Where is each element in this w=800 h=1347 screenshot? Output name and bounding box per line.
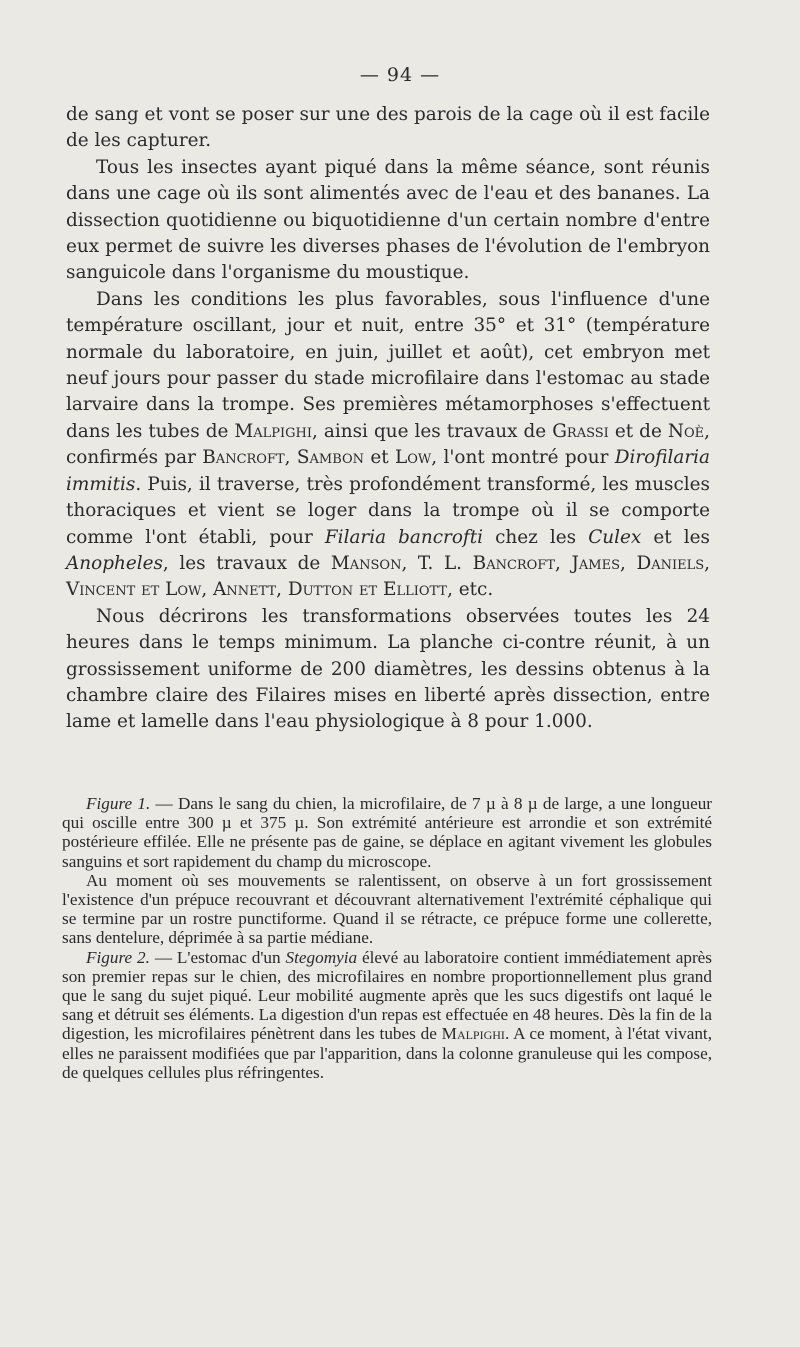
main-text: [66, 102, 710, 736]
genus-name: Culex: [588, 526, 642, 548]
paragraph-1: de sang et vont se poser sur une des parois de la cage où il est facile de les capturer.: [66, 104, 710, 152]
text-run: . Puis, il traverse, très profondément transformé, les muscles thoraciques et vient se loger dans la trompe où il se comporte comme l'ont établi, pour: [66, 473, 710, 548]
paragraph-3: [66, 287, 710, 604]
figure-label: Figure 1.: [86, 794, 151, 813]
author-name: Sambon: [296, 447, 365, 469]
text-run: et les: [641, 526, 710, 548]
figure-2-description: [62, 948, 712, 1082]
text-run: . A ce moment, à l'état vivant, elles ne paraissent modifiées que par l'apparition, dans la colonne granuleuse qui les compose, de quelques cellules plus réfringentes.: [62, 1024, 712, 1082]
author-name: Grassi: [552, 420, 609, 442]
text-run: Dans les conditions les plus favorables, sous l'influence d'une température oscillant, jour et nuit, entre 35° et 31° (température normale du laboratoire, en juin, juillet et août), cet embryon met neuf jours pour passer du stade microfilaire dans l'estomac au stade larvaire dans la trompe. Ses premières métamorphoses s'effectuent dans les tubes de: [66, 288, 710, 442]
page-number: — 94 —: [359, 64, 441, 86]
figure-label: Figure 2.: [86, 947, 150, 967]
author-list: Manson, T. L. Bancroft, James, Daniels, Vincent et Low, Annett, Dutton et Elliott: [66, 552, 710, 601]
text-run: et: [364, 447, 396, 469]
species-name: Filaria bancrofti: [324, 526, 483, 548]
author-name: Noè: [667, 420, 705, 442]
species-name: Dirofilaria immitis: [66, 447, 710, 495]
genus-name: Anopheles: [66, 552, 163, 574]
text-run: , les travaux de: [162, 552, 331, 574]
author-name: Malpighi: [441, 1024, 505, 1044]
author-name: Malpighi: [234, 420, 312, 442]
paragraph-2: Tous les insectes ayant piqué dans la même séance, sont réunis dans une cage où ils sont alimentés avec de l'eau et des bananes. La dissection quotidienne ou biquotidienne d'un certain nombre d'entre eux permet de suivre les diverses phases de l'évolution de l'embryon sanguicole dans l'organisme du moustique.: [66, 156, 710, 284]
genus-name: Stegomyia: [285, 947, 358, 967]
text-run: , etc.: [447, 579, 494, 601]
author-name: Low: [395, 447, 432, 469]
text-run: — Dans le sang du chien, la microfilaire, de 7 µ à 8 µ de large, a une longueur qui oscille entre 300 µ et 375 µ. Son extrémité antérieure est arrondie et son extrémité postérieure effilée. Elle ne présente pas de gaine, se déplace en agitant vivement les globules sanguins et sort rapidement du champ du microscope.: [62, 794, 713, 871]
text-run: et de: [608, 420, 668, 442]
text-run: , l'ont montré pour: [431, 447, 615, 469]
figure-1-description-cont: Au moment où ses mouvements se ralentissent, on observe à un fort grossissement l'existence d'un prépuce recouvrant et découvrant alternativement l'extrémité céphalique qui se termine par un rostre punctiforme. Quand il se rétracte, ce prépuce forme une collerette, sans dentelure, déprimée à sa partie médiane.: [62, 870, 712, 948]
paragraph-4: Nous décrirons les transformations observées toutes les 24 heures dans le temps minimum. La planche ci-contre réunit, à un grossissement uniforme de 200 diamètres, les dessins obtenus à la chambre claire des Filaires mises en liberté après dissection, entre lame et lamelle dans l'eau physiologique à 8 pour 1.000.: [66, 605, 710, 733]
figure-1-description: [62, 794, 712, 871]
text-run: élevé au laboratoire contient immédiatement après son premier repas sur le chien, des microfilaires en nombre proportionnellement plus grand que le sang du sujet piqué. Leur mobilité augmente après que les sucs digestifs ont laqué le sang et détruit ses éléments. La digestion d'un repas est effectuée en 48 heures. Dès la fin de la digestion, les microfilaires pénètrent dans les tubes de: [62, 947, 712, 1044]
text-run: , confirmés par: [66, 420, 710, 469]
text-run: chez les: [482, 526, 589, 548]
text-run: — L'estomac d'un: [149, 947, 286, 967]
text-run: , ainsi que les travaux de: [312, 420, 553, 442]
author-name: Bancroft: [202, 447, 285, 469]
text-run: ,: [284, 447, 297, 469]
figure-descriptions: [62, 794, 712, 1082]
